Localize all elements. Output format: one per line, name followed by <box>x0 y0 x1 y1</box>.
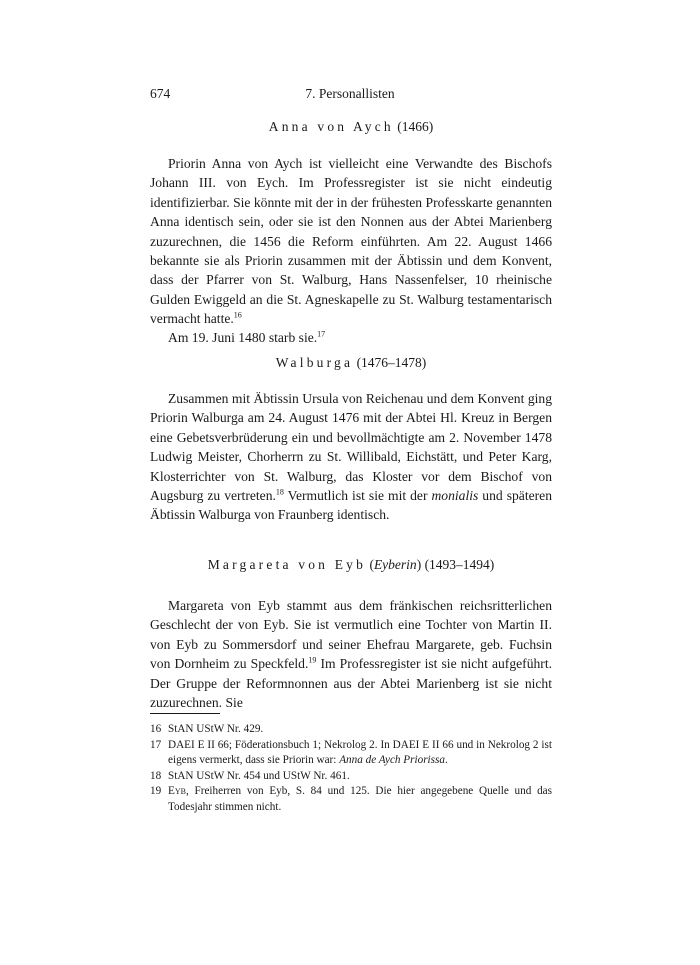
footnotes <box>150 722 552 816</box>
heading-years: (1493–1494) <box>424 557 495 572</box>
footnote-ref: 17 <box>317 329 326 339</box>
footnote-ref: 16 <box>233 310 242 320</box>
footnote-rule <box>150 713 220 714</box>
running-head: 7. Personallisten <box>305 86 395 101</box>
heading-name: Anna von Aych <box>268 119 394 134</box>
heading-name: Walburga <box>275 355 354 370</box>
paragraph-anna-death: Am 19. Juni 1480 starb sie.$^{17}$ <box>168 329 326 345</box>
footnote: 17 DAEI E II 66; Föderationsbuch 1; Nekrolog 2. In DAEI E II 66 und in Nekrolog 2 ist eigens vermerkt, dass sie Priorin war: Anna de Aych Priorissa. <box>150 738 552 767</box>
section-heading-walburga <box>150 355 552 371</box>
heading-name: Margareta von Eyb <box>207 557 367 572</box>
section-heading-anna <box>150 119 552 135</box>
footnote: 19 Eyb, Freiherren von Eyb, S. 84 und 125. Die hier angegebene Quelle und das Todesjahr stimmen nicht. <box>150 785 552 813</box>
footnote-ref: 18 <box>275 487 284 497</box>
heading-italic: (Eyberin) <box>369 557 422 572</box>
heading-years: (1466) <box>397 119 434 134</box>
paragraph-anna: Priorin Anna von Aych ist vielleicht eine Verwandte des Bischofs Johann III. von Eych. Im Professregister ist sie nicht eindeutig identifizierbar. Sie könnte mit der in der frühesten Professkarte genannten Anna identisch sein, oder sie ist den Nonnen aus der Abtei Marienberg zuzurechnen, die 1456 die Reform einführten. Am 22. August 1466 bekannte sie als Priorin zusammen mit der Äbtissin und dem Konvent, dass der Pfarrer von St. Walburg, Hans Nassenfelser, 10 rheinische Gulden Ewiggeld an die St. Agneskapelle zu St. Walburg testamentarisch vermacht hatte.$^{16}$ <box>150 156 552 327</box>
heading-years: (1476–1478) <box>356 355 427 370</box>
section-heading-margareta <box>150 557 552 573</box>
footnote-ref: 19 <box>308 655 317 665</box>
paragraph-margareta: Margareta von Eyb stammt aus dem fränkischen reichsritterlichen Geschlecht der von Eyb. Sie ist vermutlich eine Tochter von Martin II. von Eyb zu Sommersdorf und seiner Ehefrau Margarete, geb. Fuchsin von Dornheim zu Speckfeld.$^{19}$ Im Professregister ist sie nicht aufgeführt. Der Gruppe der Reformnonnen aus der Abtei Marienberg ist sie nicht zuzurechnen. Sie <box>150 598 552 711</box>
footnote: 16 StAN UStW Nr. 429. <box>150 723 264 735</box>
page-number: 674 <box>150 86 171 101</box>
footnote: 18 StAN UStW Nr. 454 und UStW Nr. 461. <box>150 769 350 782</box>
paragraph-walburga: Zusammen mit Äbtissin Ursula von Reichenau und dem Konvent ging Priorin Walburga am 24. August 1476 mit der Abtei Hl. Kreuz in Bergen eine Gebetsverbrüderung ein und bevollmächtigte am 2. November 1478 Ludwig Meister, Chorherrn zu St. Willibald, Eichstätt, und Peter Karg, Klosterrichter von St. Walburg, das Kloster vor dem Bischof von Augsburg zu vertreten.$^{18}$ Vermutlich ist sie mit der monialis und späteren Äbtissin Walburga von Fraunberg identisch. <box>150 391 552 523</box>
